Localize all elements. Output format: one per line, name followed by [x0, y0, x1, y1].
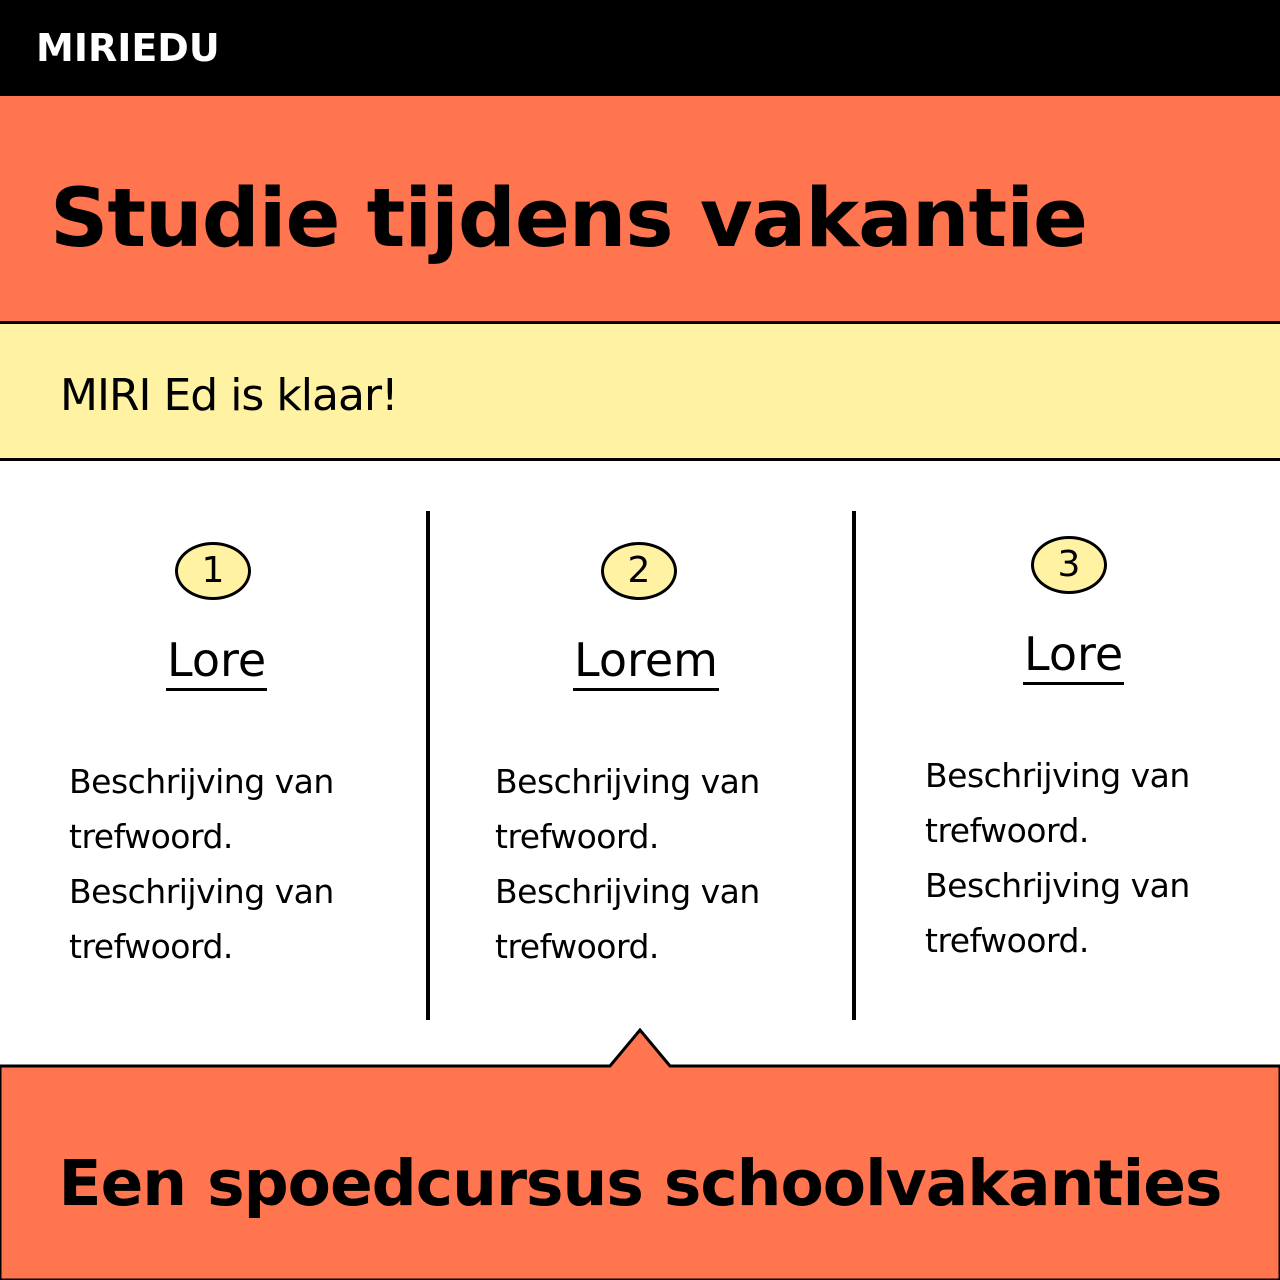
- footer-title: Een spoedcursus schoolvakanties: [58, 1147, 1222, 1220]
- step-number-badge: 1: [175, 542, 251, 600]
- column-divider: [426, 511, 430, 1020]
- step-number-badge: 3: [1031, 536, 1107, 594]
- column-divider: [852, 511, 856, 1020]
- step-heading: Lore: [166, 632, 267, 691]
- hero-banner: [0, 96, 1280, 324]
- subtitle: MIRI Ed is klaar!: [60, 370, 398, 421]
- brand-logo: MIRIEDU: [36, 26, 220, 70]
- step-number-badge: 2: [601, 542, 677, 600]
- footer-banner: [0, 1064, 1280, 1280]
- step-description: Beschrijving van trefwoord. Beschrijving van trefwoord.: [69, 762, 334, 966]
- step-description: Beschrijving van trefwoord. Beschrijving van trefwoord.: [925, 756, 1190, 960]
- subtitle-band: [0, 324, 1280, 461]
- page-title: Studie tijdens vakantie: [50, 172, 1087, 266]
- step-heading: Lore: [1023, 626, 1124, 685]
- step-heading: Lorem: [573, 632, 719, 691]
- top-bar: [0, 0, 1280, 96]
- step-description: Beschrijving van trefwoord. Beschrijving van trefwoord.: [495, 762, 760, 966]
